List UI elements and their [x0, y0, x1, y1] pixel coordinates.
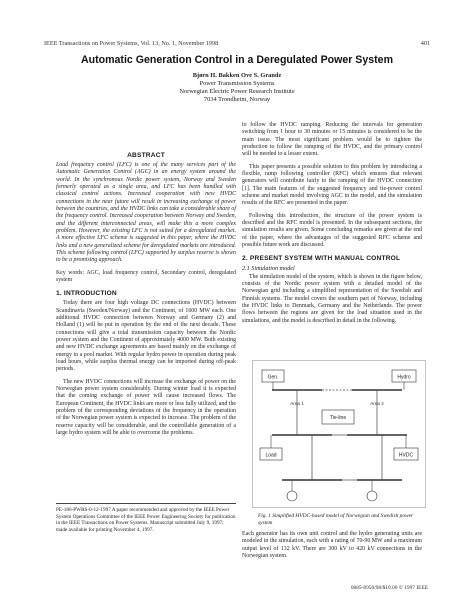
footnote: PE-186-PWRS-0-12-1997 A paper recommended and approved by the IEEE Power System Operations Committee of the IEEE Power Engineering Society for publication in the IEEE Transactions on Power Systems. Manuscript submitted July 9, 1997; made available for printing November 4, 1997.	[56, 503, 236, 533]
keywords: Key words: AGC, load frequency control, Secondary control, deregulated system	[56, 269, 236, 284]
author-names: Bjørn H. Bakken Ove S. Grande	[192, 72, 282, 79]
page-number: 401	[420, 40, 430, 47]
section-2-heading: 2. PRESENT SYSTEM WITH MANUAL CONTROL	[242, 254, 401, 262]
right-column	[242, 122, 422, 330]
label-hvdc: HVDC	[398, 452, 414, 459]
label-tie-line: Tie-line	[329, 415, 347, 421]
right-paragraph-3: Following this introduction, the structure of the power system is described and the RFC model is presented. In the subsequent sections, the simulation results are given. Some concluding remarks are given at the end of the paper, where the advantages of the suggested RFC scheme and possible future work are discussed.	[242, 212, 422, 249]
right-paragraph-4: The simulation model of the system, which is shown in the figure below, consists of the Nordic power system with a detailed model of the Norwegian grid including a simplified representation of the Swedish and Finnish systems. The model covers the southern part of Norway, including the HVDC links to Denmark, Germany and the Netherlands. The power flows between the regions are given for the load situation used in the simulations, and the model is described in detail in the following.	[242, 273, 422, 324]
intro-heading: 1. INTRODUCTION	[56, 290, 117, 298]
system-diagram	[252, 360, 426, 508]
author-affiliation-1: Power Transmission Systems	[199, 80, 275, 88]
right-paragraph-5: Each generator has its own unit control and the hydro generating units are modeled in the simulation, each with a rating of 70-90 MW and a maximum output level of 132 kV. There are 300 kV to 420 kV connections in the Norwegian system.	[242, 531, 422, 560]
intro-paragraph-1: Today there are four high voltage DC connections (HVDC) between Scandinavia (Sweden/Norway) and the Continent, of 1600 MW each. One additional HVDC connection between Norway and Germany (2) and Holland (1) will be put in operation by the end of the next decade. These connections will give a total transmission capacity between the Nordic power system and the Continent of approximately 4000 MW. Both existing and new HVDC exchange agreements are based mainly on the exchange of energy in a pool market. With regular hydro power in operation during peak load hours, while surplus thermal energy can be imported during off-peak periods.	[56, 300, 236, 373]
label-area-2: Area 2	[370, 401, 384, 406]
label-gen: Gen.	[267, 374, 279, 381]
author-block	[0, 72, 474, 104]
right-column-bottom	[242, 531, 422, 565]
running-head-journal: IEEE Transactions on Power Systems, Vol. 13, No. 1, November 1998	[44, 40, 219, 47]
label-hydro: Hydro	[397, 374, 411, 381]
left-column	[56, 152, 236, 442]
abstract-heading: ABSTRACT	[127, 152, 165, 159]
author-affiliation-2: Norwegian Electric Power Research Institute	[179, 88, 295, 96]
label-area-1: Area 1	[290, 401, 304, 406]
running-head	[44, 40, 430, 47]
copyright-line: 0885-8950/98/$10.00 © 1997 IEEE	[350, 585, 428, 591]
label-load: Load	[265, 452, 277, 459]
figure-caption: Fig. 1 Simplified HVDC-based model of Norwegian and Swedish power system	[258, 513, 414, 526]
abstract-text: Load frequency control (LFC) is one of the many services part of the Automatic Generation Control (AGC) in an energy system around the world. In the synchronous Nordic power system, Norway and Sweden formerly operated as a single area, and LFC has been handled with classical control actions. Increased cooperation with new HVDC connections in the near future will result in increasing exchange of power between the countries, and the HVDC links can take a considerable share of the frequency control. Increased cooperation between Norway and Sweden, and the different interconnected areas, will make this a more complex problem. However, the existing LFC is not suited for a deregulated market. A more effective LFC scheme is suggested in this paper, where the HVDC links and a new generalized scheme for deregulated markets are introduced. This scheme following control (LFC) supported by surplus reserve is shown to be a promising approach.	[56, 162, 236, 264]
author-affiliation-3: 7034 Trondheim, Norway	[203, 96, 271, 104]
system-diagram-figure	[252, 360, 426, 508]
subsection-2-1-heading: 2.1 Simulation model	[242, 264, 295, 272]
right-paragraph-2: This paper presents a possible solution to this problem by introducing a flexible, ramp following controller (RFC) which ensures that relevant generators will contribute fairly to the ramping of the HVDC connection [1]. The main features of the suggested frequency and tie-power control scheme and market model involving AGC in the model, and the simulation results of the RFC are presented in the paper.	[242, 163, 422, 207]
figure-frame	[253, 361, 426, 508]
paper-title: Automatic Generation Control in a Deregulated Power System	[81, 54, 393, 66]
right-paragraph-1: to follow the HVDC ramping. Reducing the intervals for generation switching from 1 hour to 30 minutes or 15 minutes is considered to be the main issue. The most significant problem would be to tighten the production to follow the ramping of the HVDC, and the primary control will be needed to a lesser extent.	[242, 122, 422, 158]
intro-paragraph-2: The new HVDC connections will increase the exchange of power on the Norwegian power system considerably. During winter load it is expected that the coming exchange of power will cause increased flows. The European Continent, the HVDC links are more or less fully utilized, and the problem of the corresponding deviations of the frequency in the operation of the Norwegian power system is expected to increase. The problem of the reserve capacity will be considerable, and the controllable generation of a large hydro system will be able to overcome the problems.	[56, 378, 236, 437]
